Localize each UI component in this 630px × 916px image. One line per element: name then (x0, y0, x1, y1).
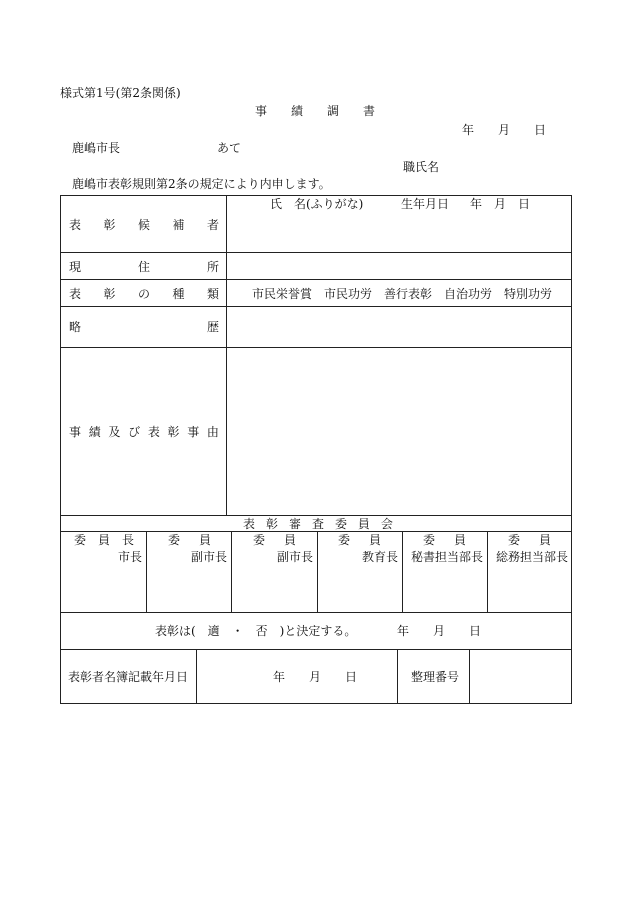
committee-position: 教育長 (361, 550, 398, 564)
addressee-suffix: あて (217, 141, 242, 155)
rule-line (61, 649, 571, 650)
committee-role: 委 員 (423, 533, 466, 547)
committee-position: 総務担当部長 (495, 550, 568, 564)
committee-role: 委 員 長 (74, 533, 134, 547)
form-number: 様式第1号(第2条関係) (60, 86, 181, 100)
page-title: 事 績 調 書 (255, 104, 382, 118)
rule-line (61, 306, 571, 307)
intro-text: 鹿嶋市表彰規則第2条の規定により内申します。 (72, 177, 331, 191)
committee-role: 委 員 (338, 533, 381, 547)
column-divider (469, 649, 470, 704)
decision-text: 表彰は( 適 ・ 否 )と決定する。 (155, 624, 357, 638)
date-placeholder: 年 月 日 (462, 123, 547, 137)
committee-role: 委 員 (253, 533, 296, 547)
name-header: 氏 名(ふりがな) (270, 197, 364, 211)
rule-line (61, 612, 571, 613)
rule-line (61, 531, 571, 532)
column-divider (226, 196, 227, 515)
committee-position: 副市長 (276, 550, 313, 564)
dob-placeholder: 年 月 日 (470, 197, 531, 211)
rule-line (61, 515, 571, 516)
candidate-label: 表 彰 候 補 者 (69, 218, 219, 232)
committee-position: 秘書担当部長 (410, 550, 483, 564)
address-label: 現 住 所 (69, 260, 219, 274)
award-types: 市民栄誉賞 市民功労 善行表彰 自治功労 特別功労 (252, 287, 553, 301)
dob-header: 生年月日 (401, 197, 450, 211)
achievements-label: 事 績 及 び 表 彰 事 由 (69, 425, 219, 439)
column-divider (317, 531, 318, 612)
column-divider (196, 649, 197, 704)
column-divider (402, 531, 403, 612)
committee-position: 市長 (117, 550, 142, 564)
rule-line (61, 347, 571, 348)
column-divider (146, 531, 147, 612)
rule-line (61, 279, 571, 280)
column-divider (487, 531, 488, 612)
column-divider (231, 531, 232, 612)
committee-title: 表 彰 審 査 委 員 会 (243, 517, 393, 531)
submitter-label: 職氏名 (403, 160, 440, 174)
rule-line (61, 252, 571, 253)
award-type-label: 表 彰 の 種 類 (69, 287, 219, 301)
column-divider (397, 649, 398, 704)
decision-date: 年 月 日 (397, 624, 482, 638)
committee-role: 委 員 (168, 533, 211, 547)
addressee: 鹿嶋市長 (72, 141, 121, 155)
committee-position: 副市長 (190, 550, 227, 564)
register-date-label: 表彰者名簿記載年月日 (68, 670, 189, 684)
committee-role: 委 員 (508, 533, 551, 547)
reference-number-label: 整理番号 (411, 670, 460, 684)
register-date: 年 月 日 (273, 670, 358, 684)
history-label: 略 歴 (69, 320, 219, 334)
report-form (60, 195, 572, 704)
